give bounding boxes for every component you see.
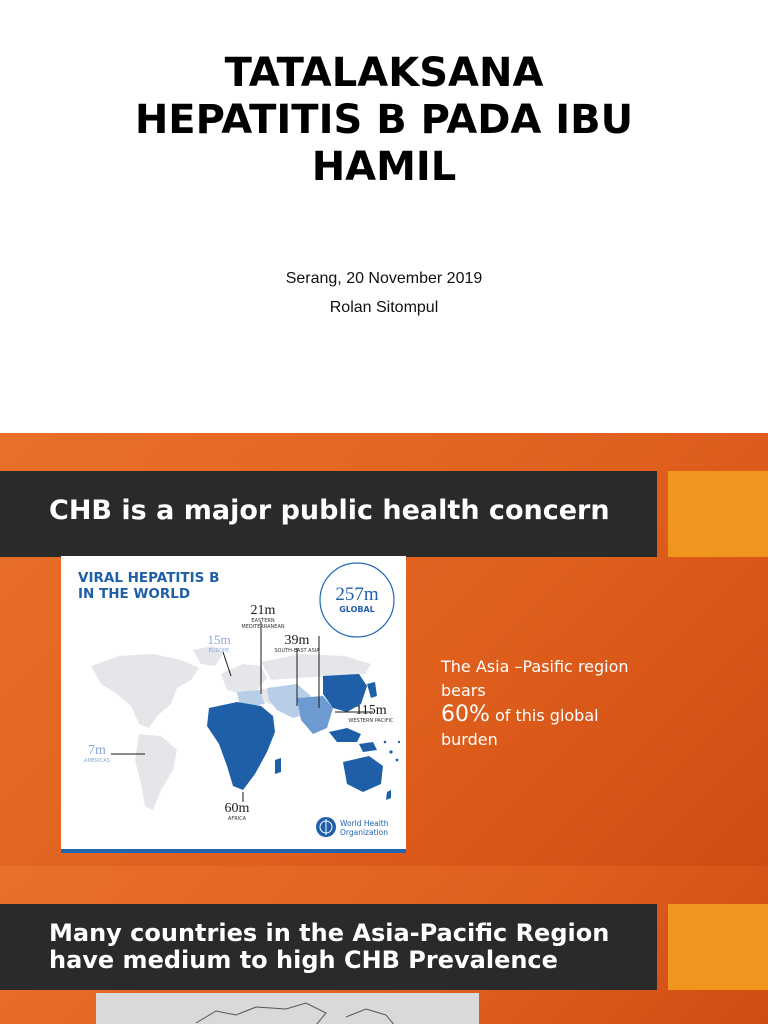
slide-title-line: have medium to high CHB Prevalence [49,946,558,974]
global-label: GLOBAL [339,605,375,614]
euro-value: 15m [207,632,231,647]
map-outline [96,993,479,1024]
who-logo-line2: Organization [340,828,388,837]
infographic-bottom-rule [61,849,406,853]
body-line: burden [441,730,498,749]
amro-value: 7m [88,743,106,758]
presentation-title [60,50,708,191]
afro-value: 60m [224,801,250,816]
author: Rolan Sitompul [329,299,439,316]
subtitle [0,264,768,322]
slide-title: CHB is a major public health concern [49,495,610,526]
title-line: HEPATITIS B PADA IBU [134,97,634,143]
infographic-title-line: IN THE WORLD [78,586,191,602]
afro-label: AFRICA [227,816,247,822]
amro-label: AMERICAS [84,758,110,764]
wpro-label: WESTERN PACIFIC [348,718,394,724]
who-logo-line1: World Health [340,819,389,828]
title-line: HAMIL [311,144,457,190]
slide-body-text [441,655,691,752]
body-line: The Asia –Pasific region [441,657,629,676]
asia-pacific-map-image [96,993,479,1024]
title-line: TATALAKSANA [224,50,544,96]
who-logo [316,817,389,837]
hepatitis-world-map-infographic [61,556,406,853]
infographic-title-line: VIRAL HEPATITIS B [78,570,220,586]
euro-label: EUROPE [208,648,230,654]
slide-title [0,0,768,433]
emro-value: 21m [250,603,276,618]
emro-label-2: MEDITERRANEAN [241,624,285,630]
body-line: bears [441,681,486,700]
wpro-value: 115m [355,703,387,718]
highlight-percentage: 60% [441,702,490,727]
slide-chb-concern [0,433,768,866]
slide-asia-pacific-prevalence [0,866,768,1024]
infographic-title [78,570,219,602]
date-location: Serang, 20 November 2019 [285,270,483,287]
body-line: of this global [489,706,599,725]
emro-label: EASTERN [251,618,275,624]
global-value: 257m [335,584,379,605]
slide-title-line: Many countries in the Asia-Pacific Region [49,919,610,947]
slide-title [49,920,649,974]
accent-square [668,904,768,990]
body-line-highlight [441,703,691,728]
region-mid-blue [297,696,333,734]
searo-value: 39m [284,633,310,648]
searo-label: SOUTH-EAST ASIA [274,648,320,654]
accent-square [668,471,768,557]
